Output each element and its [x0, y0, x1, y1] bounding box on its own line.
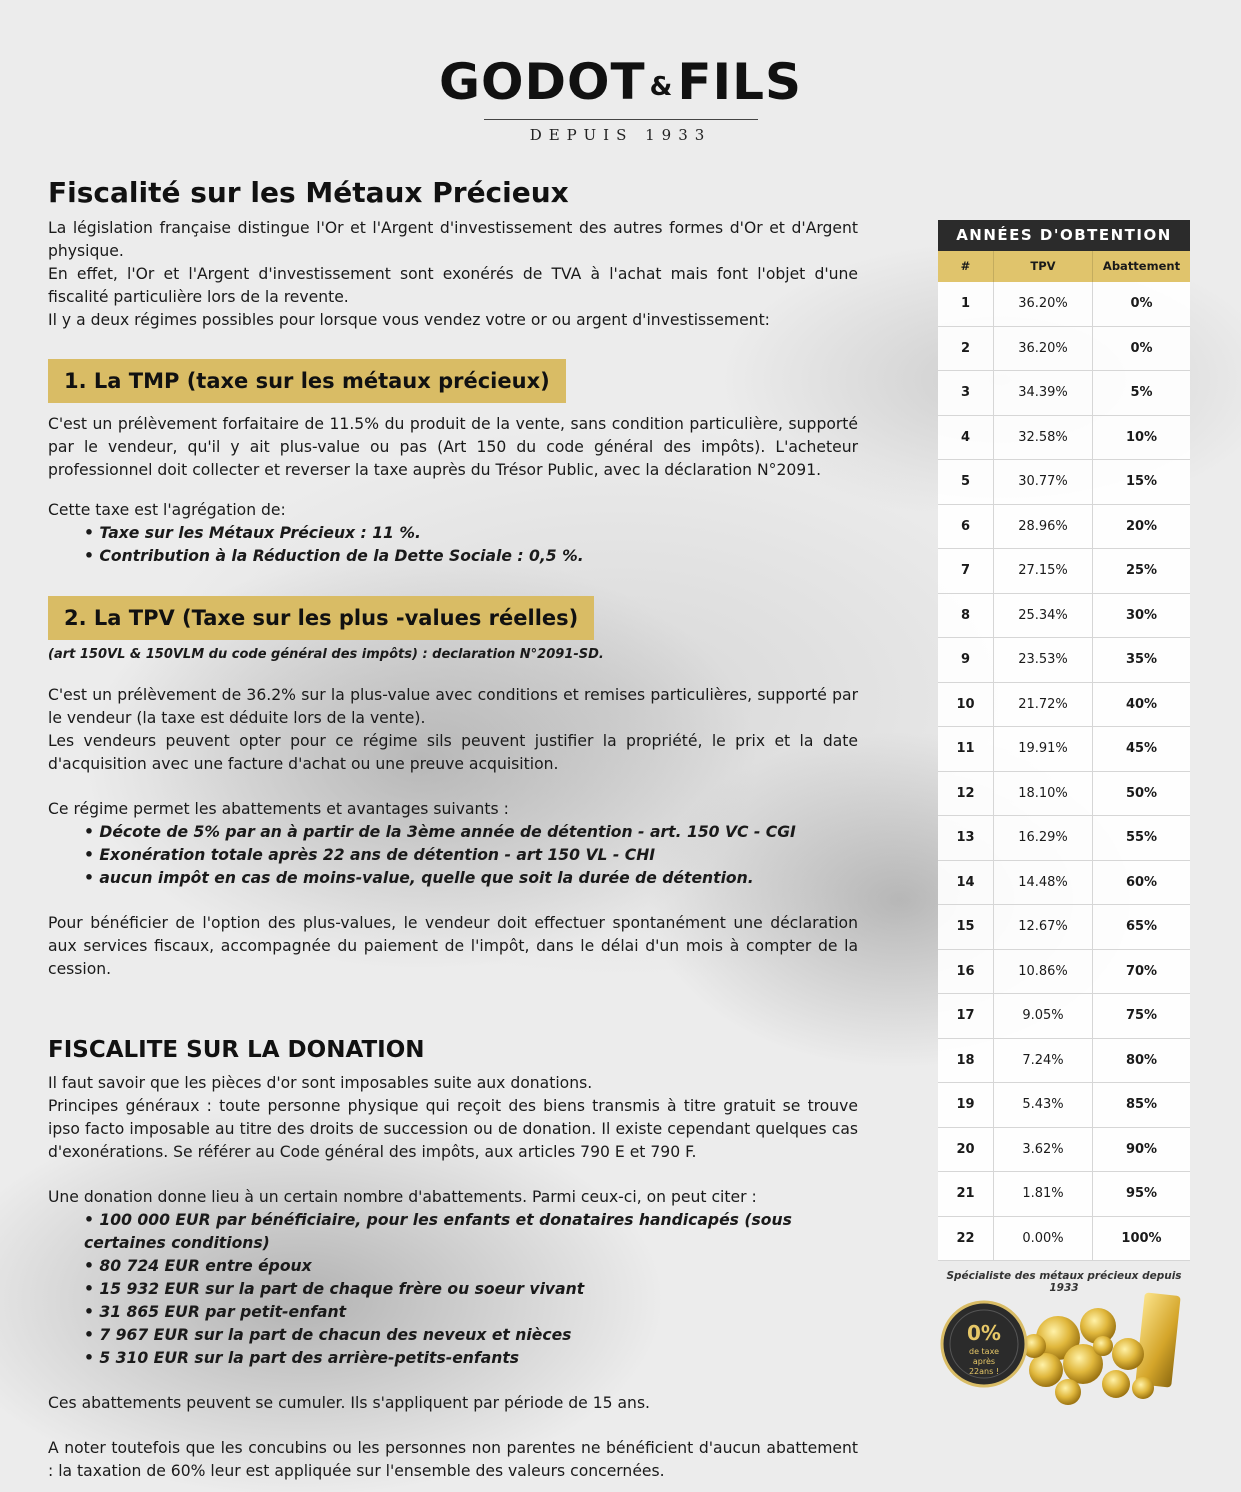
- table-row: [938, 727, 1190, 772]
- tpv-rates-table: [938, 220, 1190, 1261]
- row-index: 3: [938, 371, 994, 415]
- table-row: [938, 816, 1190, 861]
- tmp-list: [48, 522, 858, 568]
- column-header: TPV: [994, 251, 1093, 282]
- abattement-cell: 90%: [1125, 1141, 1158, 1157]
- table-row: [938, 416, 1190, 461]
- tpv-heading: 2. La TPV (Taxe sur les plus -values réelles): [48, 596, 594, 640]
- tpv-cell: 5.43%: [994, 1083, 1093, 1127]
- tpv-section: [48, 643, 858, 981]
- badge-line: après: [972, 1357, 996, 1366]
- tpv-cell: 18.10%: [994, 772, 1093, 816]
- brand-name: [0, 52, 1241, 117]
- table-row: [938, 282, 1190, 327]
- brand-divider: [484, 119, 758, 120]
- tmp-body: C'est un prélèvement forfaitaire de 11.5% du produit de la vente, sans condition particulière, supporté par le vendeur, qu'il y ait plus-value ou pas (Art 150 du code général des impôts). L'acheteur professionnel doit collecter et reverser la taxe auprès du Trésor Public, avec la déclaration N°2091.: [48, 415, 858, 479]
- tpv-cell: 36.20%: [994, 282, 1093, 326]
- abattement-cell: 20%: [1125, 518, 1158, 534]
- tpv-cell: 19.91%: [994, 727, 1093, 771]
- table-row: [938, 371, 1190, 416]
- tpv-cell: 1.81%: [994, 1172, 1093, 1216]
- table-row: [938, 950, 1190, 995]
- table-row: [938, 638, 1190, 683]
- abattement-cell: 30%: [1125, 607, 1158, 623]
- donation-list-intro: Une donation donne lieu à un certain nombre d'abattements. Parmi ceux-ci, on peut citer :: [48, 1188, 757, 1206]
- intro-paragraph: La législation française distingue l'Or et l'Argent d'investissement des autres formes d'Or et d'Argent physique.: [48, 219, 858, 260]
- table-row: [938, 1039, 1190, 1084]
- tmp-aggregation-intro: Cette taxe est l'agrégation de:: [48, 501, 286, 519]
- tpv-cell: 16.29%: [994, 816, 1093, 860]
- brand-name-left: GODOT: [439, 53, 646, 111]
- tpv-advantages-intro: Ce régime permet les abattements et avantages suivants :: [48, 800, 509, 818]
- list-item: • Taxe sur les Métaux Précieux : 11 %.: [48, 522, 858, 545]
- intro-paragraph: En effet, l'Or et l'Argent d'investissement sont exonérés de TVA à l'achat mais font l'objet d'une fiscalité particulière lors de la revente.: [48, 265, 858, 306]
- tpv-cell: 30.77%: [994, 460, 1093, 504]
- tpv-cell: 23.53%: [994, 638, 1093, 682]
- gold-bar: [1135, 1292, 1180, 1387]
- row-index: 19: [938, 1083, 994, 1127]
- gold-coins: [1022, 1308, 1154, 1405]
- table-row: [938, 327, 1190, 372]
- badge-line: 22ans !: [968, 1367, 1000, 1376]
- abattement-cell: 55%: [1125, 830, 1158, 845]
- table-row: [938, 1128, 1190, 1173]
- donation-list: [48, 1209, 858, 1370]
- intro-section: [48, 217, 858, 332]
- row-index: 4: [938, 416, 994, 460]
- abattement-cell: 100%: [1121, 1230, 1162, 1246]
- tpv-body: C'est un prélèvement de 36.2% sur la plus-value avec conditions et remises particulières, supporté par le vendeur (la taxe est déduite lors de la vente).: [48, 686, 858, 727]
- abattement-cell: 95%: [1125, 1186, 1158, 1201]
- table-header-row: [938, 251, 1190, 282]
- abattement-cell: 75%: [1125, 1008, 1158, 1023]
- table-row: [938, 549, 1190, 594]
- badge-percent: 0%: [967, 1321, 1001, 1345]
- promo-illustration: [938, 1288, 1190, 1408]
- row-index: 13: [938, 816, 994, 860]
- badge-line: de taxe: [969, 1347, 999, 1356]
- table-row: [938, 460, 1190, 505]
- tpv-cell: 14.48%: [994, 861, 1093, 905]
- tpv-cell: 10.86%: [994, 950, 1093, 994]
- list-item: • 100 000 EUR par bénéficiaire, pour les enfants et donataires handicapés (sous certaines conditions): [48, 1209, 858, 1255]
- list-item: • 5 310 EUR sur la part des arrière-petits-enfants: [48, 1347, 858, 1370]
- intro-paragraph: Il y a deux régimes possibles pour lorsque vous vendez votre or ou argent d'investissement:: [48, 311, 770, 329]
- table-body: [938, 282, 1190, 1261]
- table-row: [938, 1083, 1190, 1128]
- row-index: 11: [938, 727, 994, 771]
- row-index: 16: [938, 950, 994, 994]
- list-item: • Exonération totale après 22 ans de détention - art 150 VL - CHI: [48, 844, 858, 867]
- abattement-cell: 80%: [1125, 1052, 1158, 1068]
- row-index: 10: [938, 683, 994, 727]
- abattement-cell: 35%: [1125, 652, 1158, 667]
- tpv-cell: 3.62%: [994, 1128, 1093, 1172]
- column-header: Abattement: [1102, 259, 1181, 273]
- table-row: [938, 505, 1190, 550]
- donation-paragraph: Il faut savoir que les pièces d'or sont imposables suite aux donations.: [48, 1074, 593, 1092]
- promo-caption: Spécialiste des métaux précieux depuis 1933: [946, 1270, 1182, 1294]
- row-index: 7: [938, 549, 994, 593]
- list-item: • 80 724 EUR entre époux: [48, 1255, 858, 1278]
- page-title: Fiscalité sur les Métaux Précieux: [48, 176, 569, 209]
- brand-name-right: FILS: [677, 53, 802, 111]
- abattement-cell: 70%: [1125, 963, 1158, 979]
- tpv-closing: Pour bénéficier de l'option des plus-values, le vendeur doit effectuer spontanément une déclaration aux services fiscaux, accompagnée du paiement de l'impôt, dans le délai d'un mois à compter de la cession.: [48, 914, 858, 978]
- brand-ampersand: &: [649, 72, 674, 102]
- abattement-cell: 50%: [1125, 785, 1158, 801]
- row-index: 18: [938, 1039, 994, 1083]
- tpv-list: [48, 821, 858, 890]
- brand-tagline: DEPUIS 1933: [529, 126, 712, 144]
- list-item: • Décote de 5% par an à partir de la 3ème année de détention - art. 150 VC - CGI: [48, 821, 858, 844]
- row-index: 20: [938, 1128, 994, 1172]
- row-index: 22: [938, 1217, 994, 1261]
- donation-heading: FISCALITE SUR LA DONATION: [48, 1037, 425, 1063]
- table-row: [938, 905, 1190, 950]
- abattement-cell: 15%: [1125, 474, 1158, 489]
- list-item: • Contribution à la Réduction de la Dette Sociale : 0,5 %.: [48, 545, 858, 568]
- table-row: [938, 1217, 1190, 1262]
- row-index: 14: [938, 861, 994, 905]
- tpv-cell: 9.05%: [994, 994, 1093, 1038]
- row-index: 6: [938, 505, 994, 549]
- list-item: • 31 865 EUR par petit-enfant: [48, 1301, 858, 1324]
- row-index: 21: [938, 1172, 994, 1216]
- abattement-cell: 60%: [1125, 874, 1158, 890]
- promo-image: [938, 1288, 1190, 1408]
- abattement-cell: 0%: [1130, 340, 1153, 356]
- donation-paragraph: A noter toutefois que les concubins ou les personnes non parentes ne bénéficient d'aucun abattement : la taxation de 60% leur est appliquée sur l'ensemble des valeurs concernées.: [48, 1439, 858, 1480]
- table-title: ANNÉES D'OBTENTION: [938, 220, 1190, 251]
- row-index: 5: [938, 460, 994, 504]
- tpv-cell: 28.96%: [994, 505, 1093, 549]
- row-index: 9: [938, 638, 994, 682]
- table-row: [938, 1172, 1190, 1217]
- row-index: 2: [938, 327, 994, 371]
- table-row: [938, 683, 1190, 728]
- tmp-section: [48, 413, 858, 568]
- tmp-heading: 1. La TMP (taxe sur les métaux précieux): [48, 359, 566, 403]
- table-row: [938, 994, 1190, 1039]
- row-index: 12: [938, 772, 994, 816]
- row-index: 15: [938, 905, 994, 949]
- tpv-cell: 21.72%: [994, 683, 1093, 727]
- tpv-cell: 25.34%: [994, 594, 1093, 638]
- tpv-cell: 32.58%: [994, 416, 1093, 460]
- row-index: 8: [938, 594, 994, 638]
- abattement-cell: 10%: [1125, 429, 1158, 445]
- tpv-cell: 12.67%: [994, 905, 1093, 949]
- table-row: [938, 594, 1190, 639]
- table-row: [938, 861, 1190, 906]
- tpv-cell: 0.00%: [994, 1217, 1093, 1261]
- donation-paragraph: Principes généraux : toute personne physique qui reçoit des biens transmis à titre gratuit se trouve ipso facto imposable au titre des droits de succession ou de donation. Il existe cependant quelques cas d'exonérations. Se référer au Code général des impôts, aux articles 790 E et 790 F.: [48, 1097, 858, 1161]
- abattement-cell: 45%: [1125, 741, 1158, 756]
- list-item: • aucun impôt en cas de moins-value, quelle que soit la durée de détention.: [48, 867, 858, 890]
- tpv-body: Les vendeurs peuvent opter pour ce régime sils peuvent justifier la propriété, le prix et la date d'acquisition avec une facture d'achat ou une preuve acquisition.: [48, 732, 858, 773]
- tax-badge: [942, 1302, 1026, 1386]
- donation-paragraph: Ces abattements peuvent se cumuler. Ils s'appliquent par période de 15 ans.: [48, 1394, 651, 1412]
- abattement-cell: 25%: [1125, 563, 1158, 578]
- tpv-legal-note: (art 150VL & 150VLM du code général des impôts) : declaration N°2091-SD.: [48, 647, 604, 662]
- tpv-cell: 7.24%: [994, 1039, 1093, 1083]
- abattement-cell: 5%: [1130, 385, 1153, 400]
- abattement-cell: 85%: [1125, 1097, 1158, 1112]
- brand-logo: [0, 52, 1241, 144]
- donation-section: [48, 1072, 858, 1483]
- row-index: 1: [938, 282, 994, 326]
- column-header: #: [938, 251, 994, 282]
- tpv-cell: 27.15%: [994, 549, 1093, 593]
- table-row: [938, 772, 1190, 817]
- tpv-cell: 34.39%: [994, 371, 1093, 415]
- list-item: • 7 967 EUR sur la part de chacun des neveux et nièces: [48, 1324, 858, 1347]
- list-item: • 15 932 EUR sur la part de chaque frère ou soeur vivant: [48, 1278, 858, 1301]
- abattement-cell: 40%: [1125, 696, 1158, 712]
- abattement-cell: 65%: [1125, 919, 1158, 934]
- tpv-cell: 36.20%: [994, 327, 1093, 371]
- abattement-cell: 0%: [1130, 296, 1153, 311]
- row-index: 17: [938, 994, 994, 1038]
